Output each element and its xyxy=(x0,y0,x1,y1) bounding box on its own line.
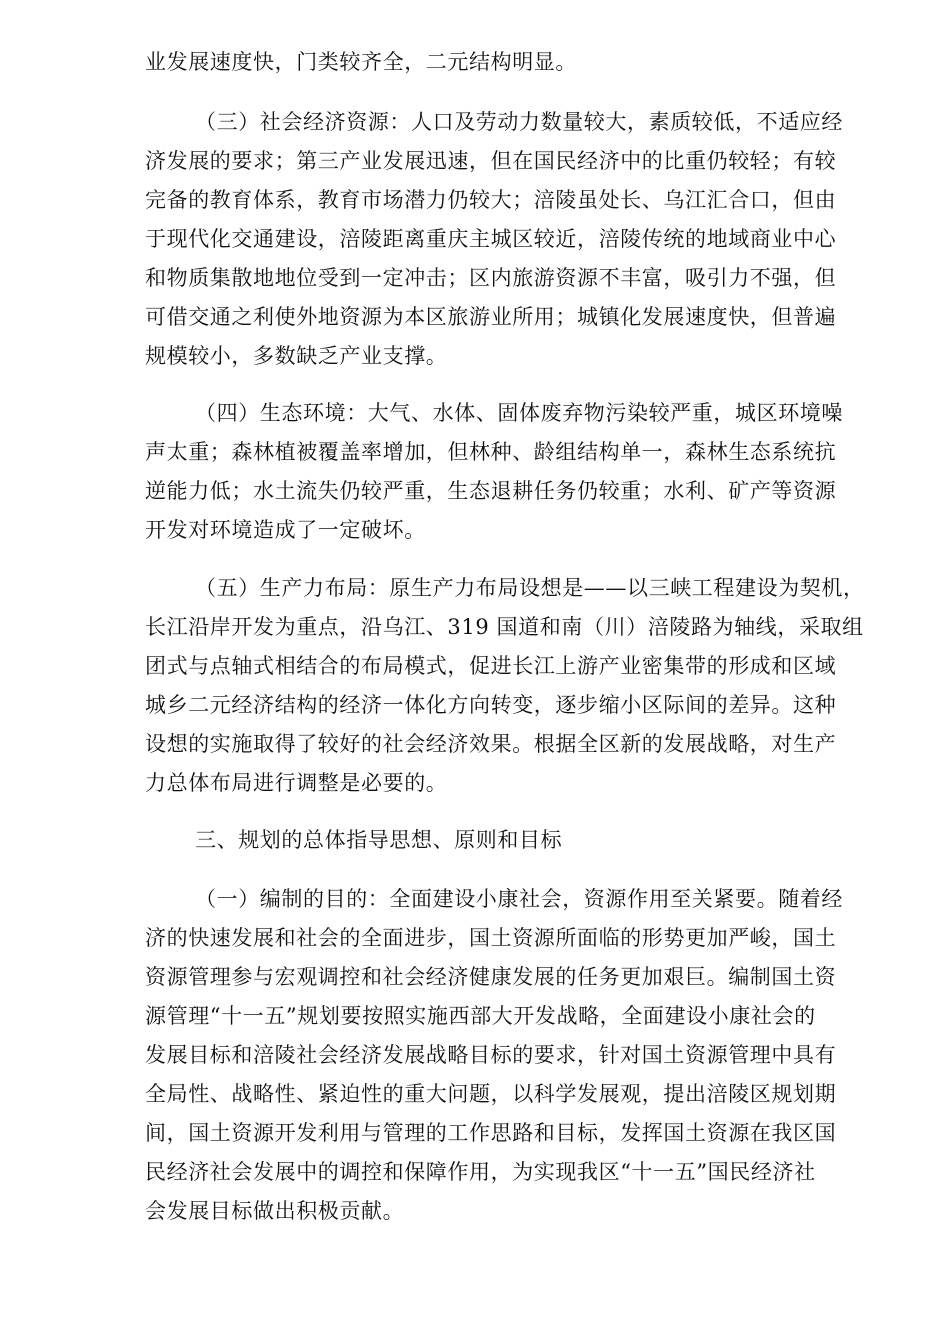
heading-text: 三、规划的总体指导思想、原则和目标 xyxy=(195,828,563,852)
text-line: 逆能力低；水土流失仍较严重，生态退耕任务仍较重；水利、矿产等资源 xyxy=(145,479,837,503)
text-line: （三）社会经济资源：人口及劳动力数量较大，素质较低，不适应经 xyxy=(195,110,843,134)
text-line: 长江沿岸开发为重点，沿乌江、319 国道和南（川）涪陵路为轴线，采取组 xyxy=(145,615,864,639)
text-line: 规模较小，多数缺乏产业支撑。 xyxy=(145,344,448,368)
text-line: 设想的实施取得了较好的社会经济效果。根据全区新的发展战略，对生产 xyxy=(145,732,837,756)
text-line: 力总体布局进行调整是必要的。 xyxy=(145,771,448,795)
text-line: 资源管理参与宏观调控和社会经济健康发展的任务更加艰巨。编制国土资 xyxy=(145,965,837,989)
paragraph-productivity-layout xyxy=(145,569,875,803)
text-line: 和物质集散地地位受到一定冲击；区内旅游资源不丰富，吸引力不强，但 xyxy=(145,266,837,290)
paragraph-ecological-environment xyxy=(145,394,875,550)
text-line: 于现代化交通建设，涪陵距离重庆主城区较近，涪陵传统的地域商业中心 xyxy=(145,227,837,251)
text-line: 济发展的要求；第三产业发展迅速，但在国民经济中的比重仍较轻；有较 xyxy=(145,149,837,173)
text-line: 民经济社会发展中的调控和保障作用，为实现我区“十一五”国民经济社 xyxy=(145,1160,816,1184)
text-line: 济的快速发展和社会的全面进步，国土资源所面临的形势更加严峻，国土 xyxy=(145,926,837,950)
text-line: 源管理“十一五”规划要按照实施西部大开发战略，全面建设小康社会的 xyxy=(145,1004,816,1028)
text-line: （一）编制的目的：全面建设小康社会，资源作用至关紧要。随着经 xyxy=(195,887,843,911)
paragraph-continuation xyxy=(145,43,875,82)
text-line: 间，国土资源开发利用与管理的工作思路和目标，发挥国土资源在我区国 xyxy=(145,1121,837,1145)
text-line: 可借交通之利使外地资源为本区旅游业所用；城镇化发展速度快，但普遍 xyxy=(145,305,837,329)
text-line: 声太重；森林植被覆盖率增加，但林种、龄组结构单一，森林生态系统抗 xyxy=(145,440,837,464)
text-line: 开发对环境造成了一定破坏。 xyxy=(145,518,426,542)
text-line: 完备的教育体系，教育市场潜力仍较大；涪陵虽处长、乌江汇合口，但由 xyxy=(145,188,837,212)
text-line: 会发展目标做出积极贡献。 xyxy=(145,1199,405,1223)
text-line: 城乡二元经济结构的经济一体化方向转变，逐步缩小区际间的差异。这种 xyxy=(145,693,837,717)
section-heading xyxy=(145,821,875,860)
text-line: 发展目标和涪陵社会经济发展战略目标的要求，针对国土资源管理中具有 xyxy=(145,1043,837,1067)
text-line: 团式与点轴式相结合的布局模式，促进长江上游产业密集带的形成和区域 xyxy=(145,654,837,678)
paragraph-compilation-purpose xyxy=(145,880,875,1231)
text-line: 业发展速度快，门类较齐全，二元结构明显。 xyxy=(145,50,577,74)
paragraph-social-economic-resources xyxy=(145,103,875,376)
text-line: 全局性、战略性、紧迫性的重大问题，以科学发展观，提出涪陵区规划期 xyxy=(145,1082,837,1106)
text-line: （五）生产力布局：原生产力布局设想是——以三峡工程建设为契机， xyxy=(195,576,865,600)
text-line: （四）生态环境：大气、水体、固体废弃物污染较严重，城区环境噪 xyxy=(195,401,843,425)
